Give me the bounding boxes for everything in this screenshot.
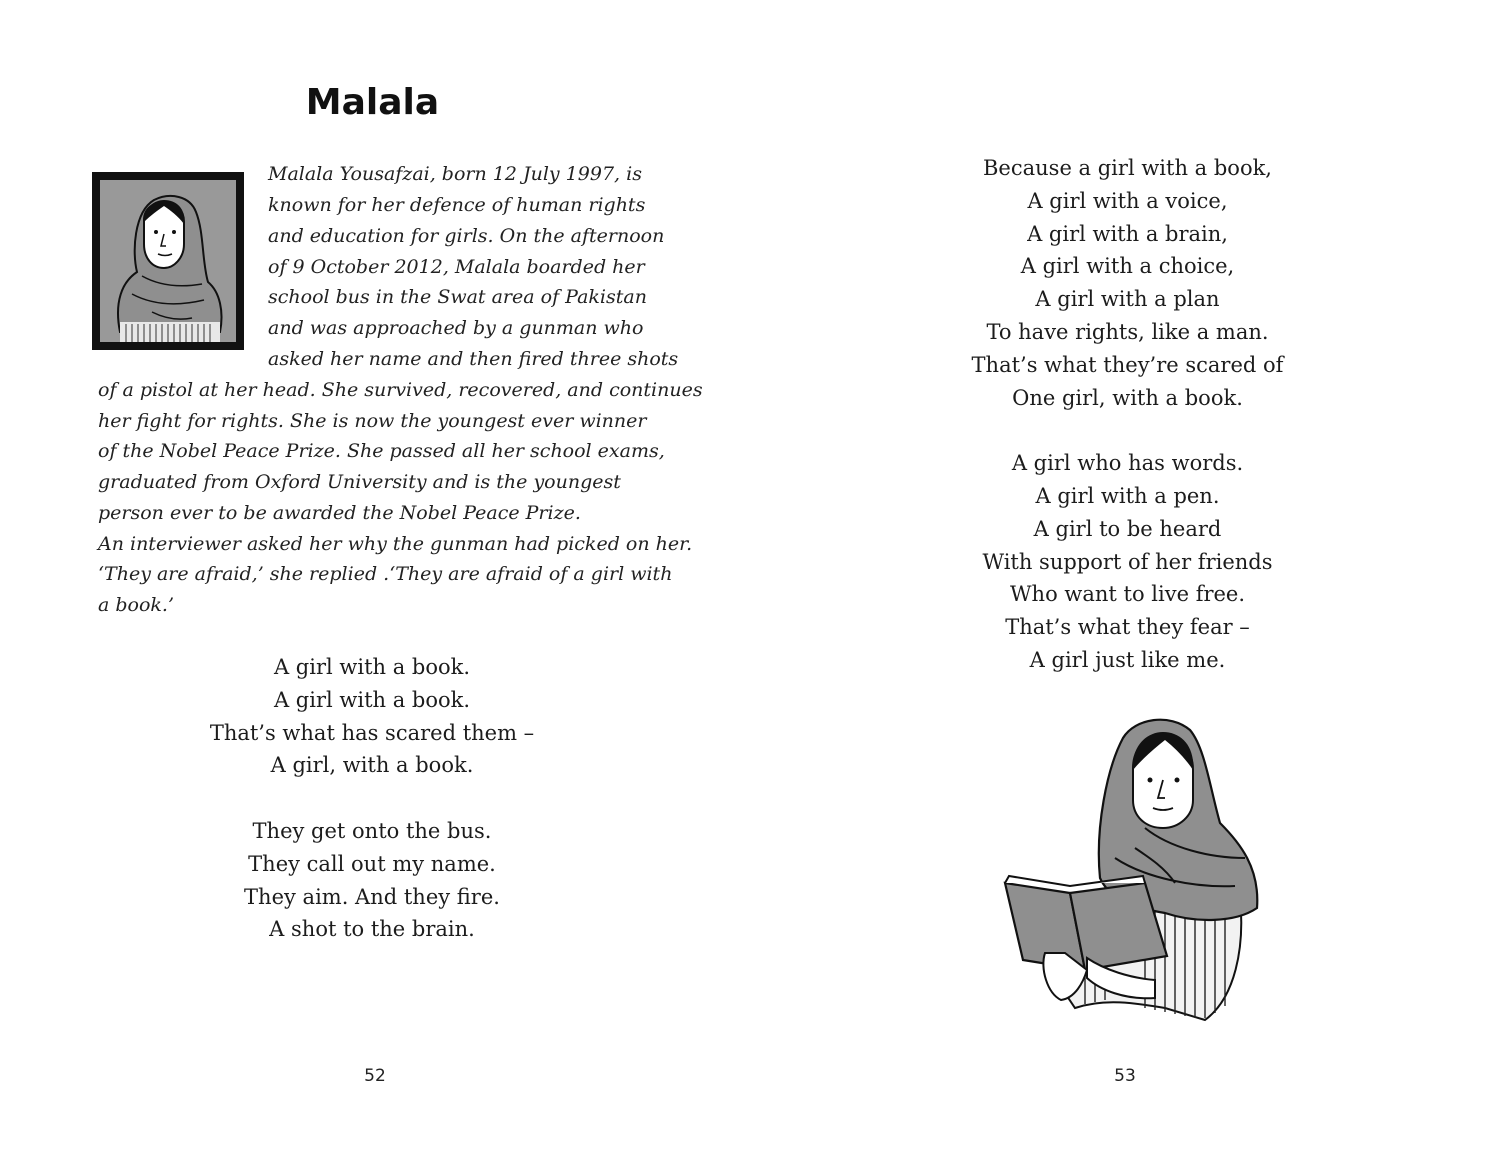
bio-line: An interviewer asked her why the gunman had picked on her. xyxy=(98,533,693,555)
poem-line: That’s what they fear – xyxy=(1005,615,1250,640)
bio-line: asked her name and then fired three shots xyxy=(268,348,679,370)
poem-line: That’s what they’re scared of xyxy=(971,352,1284,377)
bio-line: and was approached by a gunman who xyxy=(268,317,644,339)
poem-line: They aim. And they fire. xyxy=(244,884,500,909)
bio-line: school bus in the Swat area of Pakistan xyxy=(268,286,647,308)
bio-line: of the Nobel Peace Prize. She passed all her school exams, xyxy=(98,440,665,462)
poem-line: A girl just like me. xyxy=(1029,647,1226,672)
poem-line: A girl, with a book. xyxy=(270,753,474,778)
bio-line: ‘They are afraid,’ she replied .‘They are afraid of a girl with xyxy=(98,563,673,585)
poem-line: They get onto the bus. xyxy=(252,818,492,843)
poem-line: One girl, with a book. xyxy=(1012,385,1243,410)
poem-line: A girl with a book. xyxy=(273,655,471,679)
poem-line: A shot to the brain. xyxy=(269,917,475,942)
poem-line: A girl with a brain, xyxy=(1027,221,1228,246)
poem-line: A girl with a choice, xyxy=(1020,254,1235,279)
poem-line: They call out my name. xyxy=(248,851,496,876)
poem-line: A girl who has words. xyxy=(1011,451,1244,476)
poem-line: Who want to live free. xyxy=(1009,582,1246,607)
bio-line: Malala Yousafzai, born 12 July 1997, is xyxy=(268,163,642,185)
poem-left xyxy=(172,651,572,946)
poem-line: That’s what has scared them – xyxy=(209,720,535,745)
girl-reading-book-illustration-icon xyxy=(995,708,1265,1028)
bio-line: of a pistol at her head. She survived, recovered, and continues xyxy=(98,379,703,401)
page-number: 52 xyxy=(364,1066,386,1086)
poem-line: With support of her friends xyxy=(982,549,1273,574)
bio-line: graduated from Oxford University and is the youngest xyxy=(98,471,621,493)
poem-line: Because a girl with a book, xyxy=(983,156,1272,180)
poem-right xyxy=(930,152,1325,677)
portrait-icon xyxy=(92,172,244,350)
stanza-break xyxy=(930,414,1325,447)
bio-line: of 9 October 2012, Malala boarded her xyxy=(268,256,645,278)
poem-line: A girl with a plan xyxy=(1035,287,1220,312)
poem-line: A girl with a book. xyxy=(273,687,471,712)
page-number: 53 xyxy=(1114,1066,1136,1086)
bio-line: known for her defence of human rights xyxy=(268,194,646,216)
bio-line: person ever to be awarded the Nobel Peace Prize. xyxy=(98,502,581,524)
poem-line: To have rights, like a man. xyxy=(986,319,1269,344)
poem-line: A girl with a voice, xyxy=(1027,188,1228,213)
bio-line: her fight for rights. She is now the youngest ever winner xyxy=(98,410,647,432)
page-title: Malala xyxy=(305,82,440,123)
poem-line: A girl with a pen. xyxy=(1035,483,1220,508)
bio-line: and education for girls. On the afternoon xyxy=(268,225,665,247)
stanza-break xyxy=(172,782,572,815)
bio-line: a book.’ xyxy=(98,594,174,616)
poem-line: A girl to be heard xyxy=(1033,516,1222,541)
